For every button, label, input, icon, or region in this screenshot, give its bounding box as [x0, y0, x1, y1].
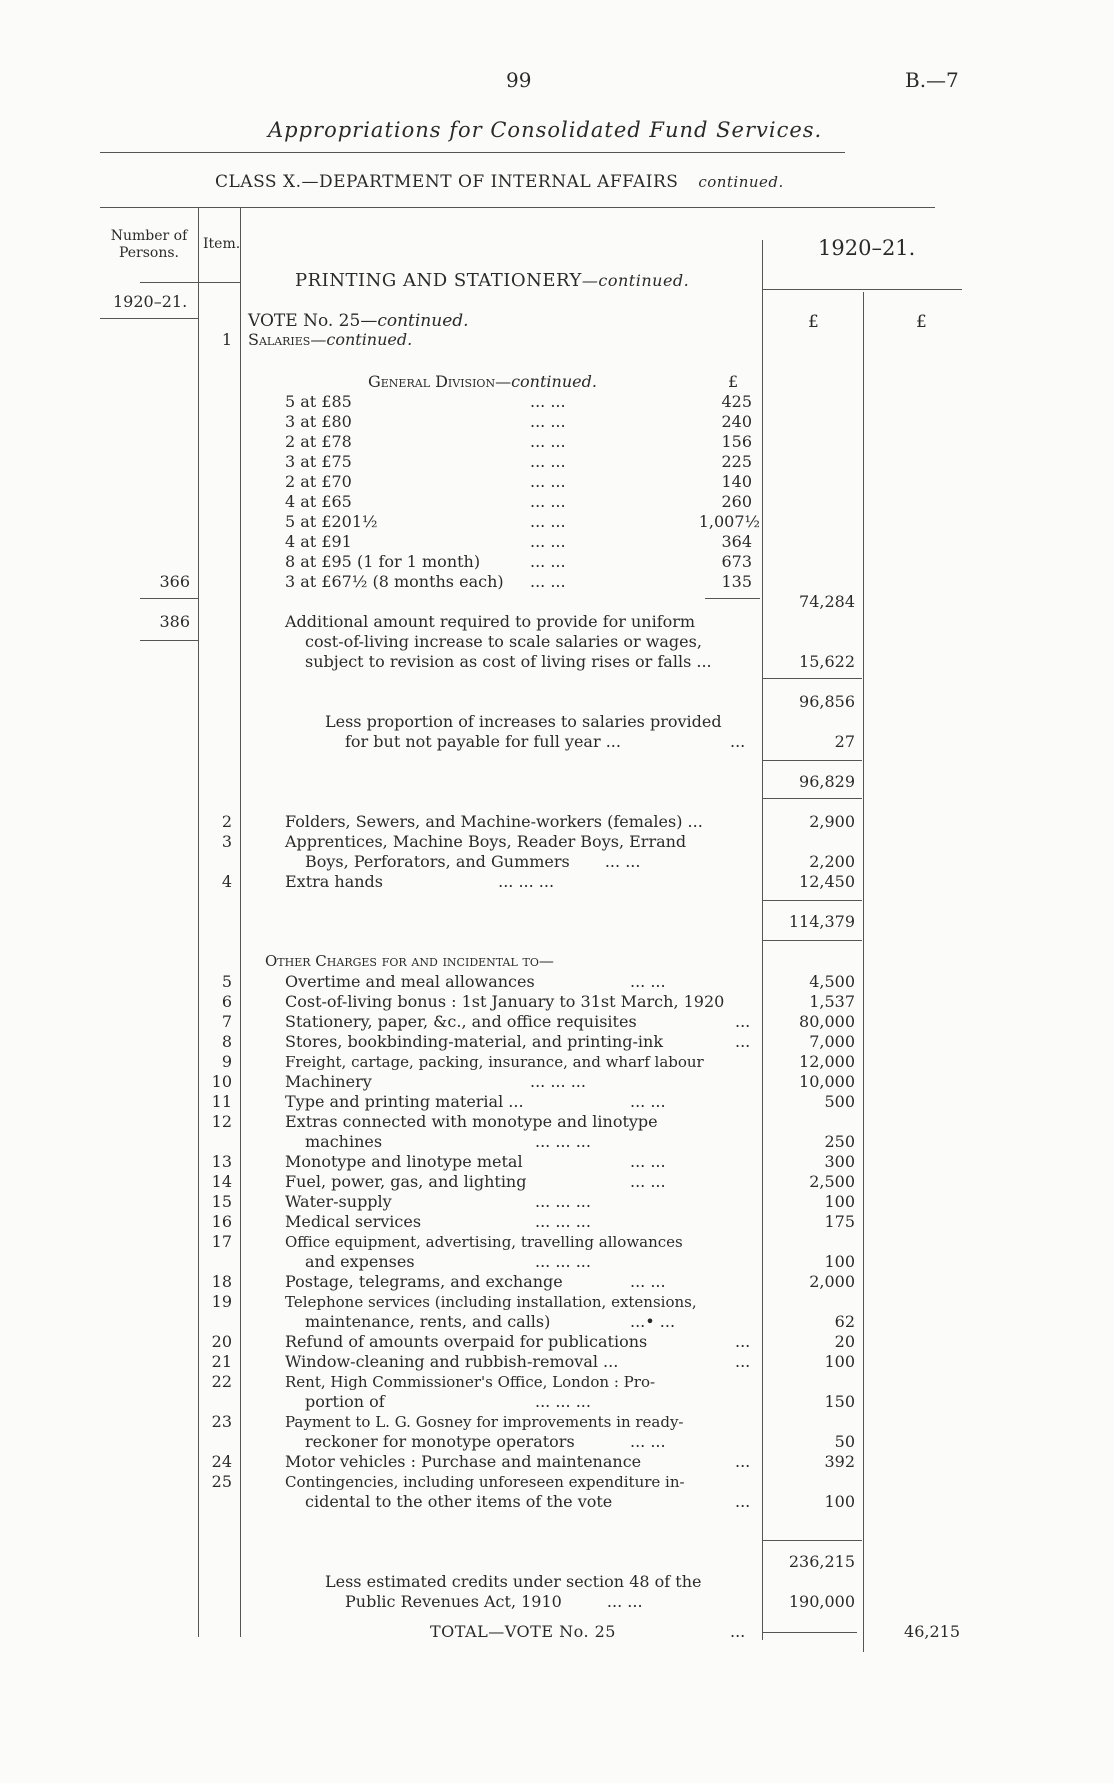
item-description: Freight, cartage, packing, insurance, and wharf labour	[285, 1053, 704, 1071]
credits-amount: 190,000	[788, 1592, 855, 1611]
list-item	[285, 552, 760, 572]
item-description: Machinery	[285, 1072, 372, 1091]
item-description: Office equipment, advertising, travelling allowances	[285, 1233, 683, 1251]
general-division-list	[285, 392, 760, 592]
amount-rule-1	[762, 678, 862, 679]
item-description-line-1: Apprentices, Machine Boys, Reader Boys, Errand	[285, 832, 687, 851]
item-number: 10	[211, 1072, 232, 1091]
item-amount: 4,500	[809, 972, 855, 991]
item-amount: 2,500	[809, 1172, 855, 1191]
document-reference: B.—7	[905, 68, 959, 92]
list-item	[200, 1352, 862, 1372]
vote-label: VOTE No. 25	[248, 311, 361, 331]
table-top-rule	[100, 207, 935, 208]
currency-symbol-2: £	[916, 312, 927, 332]
item-description-line-2: portion of	[305, 1392, 385, 1411]
item-number: 16	[211, 1212, 232, 1231]
item-description: Water-supply	[285, 1192, 392, 1211]
amount-rule-5	[762, 940, 862, 941]
salaries-item-number: 1	[221, 330, 232, 349]
row-label: 4 at £91	[285, 532, 352, 551]
section-heading-continued: —continued.	[581, 271, 690, 290]
item-leader: ... ... ...	[530, 1072, 586, 1091]
item-number: 13	[211, 1152, 232, 1171]
item-amount: 12,000	[799, 1052, 855, 1071]
persons-year-rule	[100, 318, 198, 319]
persons-total: 386	[159, 612, 190, 631]
class-heading-continued: continued.	[698, 173, 784, 191]
item-description: Fuel, power, gas, and lighting	[285, 1172, 527, 1191]
item-number: 17	[211, 1232, 232, 1251]
item-leader: ... ...	[630, 1432, 666, 1451]
list-item	[285, 492, 760, 512]
item-amount: 1,537	[809, 992, 855, 1011]
total-label: TOTAL—VOTE No. 25	[430, 1622, 616, 1641]
salaries-heading	[248, 330, 412, 349]
item-number: 6	[221, 992, 232, 1011]
item-number: 25	[211, 1472, 232, 1491]
row-amount: 240	[721, 412, 752, 431]
row-label: 5 at £85	[285, 392, 352, 411]
item-description: Monotype and linotype metal	[285, 1152, 523, 1171]
item-amount: 250	[824, 1132, 855, 1151]
item-description-line-2: maintenance, rents, and calls)	[305, 1312, 551, 1331]
item-number: 21	[211, 1352, 232, 1371]
salaries-subtotal: 74,284	[799, 592, 855, 611]
section-heading-text: PRINTING AND STATIONERY	[295, 270, 582, 291]
item-number: 7	[221, 1012, 232, 1031]
item-description: Postage, telegrams, and exchange	[285, 1272, 563, 1291]
inner-subtotal-rule	[705, 598, 760, 599]
list-item	[200, 1112, 862, 1152]
list-item	[285, 532, 760, 552]
less-proportion-text	[325, 712, 722, 752]
credits-leader: ... ...	[606, 1592, 643, 1611]
item-number: 3	[221, 832, 232, 851]
item-number: 24	[211, 1452, 232, 1471]
item-amount: 2,000	[809, 1272, 855, 1291]
item-description: Rent, High Commissioner's Office, London : Pro-	[285, 1373, 656, 1391]
less-amount: 27	[834, 732, 855, 751]
list-item	[200, 1212, 862, 1232]
credits-line-2-text: Public Revenues Act, 1910	[345, 1592, 562, 1611]
less-line-2: for but not payable for full year ...	[345, 732, 621, 751]
item-amount: 392	[824, 1452, 855, 1471]
list-item	[200, 1192, 862, 1212]
additional-amount: 15,622	[799, 652, 855, 671]
general-division-continued: —continued.	[495, 372, 597, 391]
item-description-text: Boys, Perforators, and Gummers	[305, 852, 570, 871]
persons-subtotal-rule	[140, 598, 198, 599]
item-amount: 150	[824, 1392, 855, 1411]
credits-line-1: Less estimated credits under section 48 of the	[325, 1572, 702, 1591]
class-heading	[215, 172, 784, 192]
additional-amount-text	[285, 612, 712, 672]
item-number: 5	[221, 972, 232, 991]
total-rule	[762, 1632, 857, 1633]
list-item	[285, 412, 760, 432]
item-description: Type and printing material ...	[285, 1092, 524, 1111]
item-leader: ... ...	[630, 1172, 666, 1191]
item-description: Contingencies, including unforeseen expenditure in-	[285, 1473, 685, 1491]
item-amount: 2,900	[809, 812, 855, 831]
item-description: Payment to L. G. Gosney for improvements in ready-	[285, 1413, 684, 1431]
item-number: 14	[211, 1172, 232, 1191]
vote-total: 46,215	[904, 1622, 960, 1641]
row-amount: 135	[721, 572, 752, 591]
row-label: 5 at £201½	[285, 512, 378, 531]
item-description-line-2: and expenses	[305, 1252, 415, 1271]
row-label: 8 at £95 (1 for 1 month)	[285, 552, 481, 571]
vote-line	[248, 311, 469, 331]
list-item	[200, 1012, 862, 1032]
item-leader: ... ...	[630, 1152, 666, 1171]
item-description: Cost-of-living bonus : 1st January to 31st March, 1920	[285, 992, 725, 1011]
list-item	[200, 1412, 862, 1452]
item-leader: ...	[735, 1012, 751, 1031]
item-amount: 12,450	[799, 872, 855, 891]
credits-line-2	[325, 1592, 701, 1612]
total-leader: ...	[730, 1622, 746, 1641]
row-amount: 1,007½	[698, 512, 760, 531]
item-description-line-2	[285, 852, 686, 872]
item-description: Window-cleaning and rubbish-removal ...	[285, 1352, 619, 1371]
currency-symbol-1: £	[808, 312, 819, 332]
item-leader: ...	[735, 1332, 751, 1351]
item-amount: 100	[824, 1492, 855, 1511]
salaries-total: 114,379	[788, 912, 855, 931]
list-item	[285, 432, 760, 452]
list-item	[200, 1452, 862, 1472]
item-amount: 80,000	[799, 1012, 855, 1031]
list-item	[200, 1152, 862, 1172]
item-leader: ...	[735, 1352, 751, 1371]
row-label: 3 at £67½ (8 months each)	[285, 572, 504, 591]
list-item	[200, 1092, 862, 1112]
list-item	[200, 1472, 862, 1512]
item-number: 2	[221, 812, 232, 831]
item-number: 22	[211, 1372, 232, 1391]
vote-continued: —continued.	[360, 311, 469, 331]
item-leader: ... ...	[630, 1092, 666, 1111]
item-number: 9	[221, 1052, 232, 1071]
item-description: Overtime and meal allowances	[285, 972, 535, 991]
item-leader: ... ...	[630, 1272, 666, 1291]
item-amount: 2,200	[809, 852, 855, 871]
item-amount: 500	[824, 1092, 855, 1111]
year-header-left: 1920–21.	[113, 292, 188, 311]
number-of-persons-header	[100, 228, 198, 262]
item-number: 11	[211, 1092, 232, 1111]
less-leader: ...	[730, 732, 746, 751]
total-before-less: 96,856	[799, 692, 855, 711]
list-item	[285, 512, 760, 532]
row-leader: ... ...	[530, 452, 566, 471]
row-leader: ... ...	[530, 512, 566, 531]
row-leader: ... ...	[530, 492, 566, 511]
row-leader: ... ...	[530, 392, 566, 411]
section-heading	[295, 270, 689, 291]
less-line-1: Less proportion of increases to salaries provided	[325, 712, 722, 731]
item-description	[285, 832, 686, 872]
item-leader: ...	[735, 1492, 751, 1511]
row-label: 3 at £75	[285, 452, 352, 471]
list-item	[285, 392, 760, 412]
item-amount: 62	[834, 1312, 855, 1331]
item-amount: 300	[824, 1152, 855, 1171]
item-leader: ...	[735, 1032, 751, 1051]
item-number: 12	[211, 1112, 232, 1131]
title-rule	[100, 152, 845, 153]
list-item	[200, 992, 862, 1012]
item-leader: ... ... ...	[535, 1392, 591, 1411]
list-item	[200, 1052, 862, 1072]
list-item	[200, 972, 862, 992]
item-description: Stores, bookbinding-material, and printing-ink	[285, 1032, 664, 1051]
list-item	[200, 1332, 862, 1352]
row-leader: ... ...	[530, 472, 566, 491]
row-leader: ... ...	[530, 552, 566, 571]
page-title: Appropriations for Consolidated Fund Services.	[268, 118, 823, 142]
additional-line-2: cost-of-living increase to scale salaries or wages,	[305, 632, 702, 651]
column-rule-amount	[863, 292, 864, 1652]
salaries-label: Salaries	[248, 330, 311, 349]
item-number: 23	[211, 1412, 232, 1431]
item-leader: ... ... ...	[535, 1212, 591, 1231]
amount-header-rule	[762, 289, 962, 290]
row-leader: ... ...	[530, 572, 566, 591]
row-amount: 425	[721, 392, 752, 411]
amount-rule-4	[762, 900, 862, 901]
item-header: Item.	[203, 236, 241, 252]
item-leader: ... ... ...	[535, 1192, 591, 1211]
item-leader: ... ... ...	[498, 872, 555, 891]
item-description: Motor vehicles : Purchase and maintenance	[285, 1452, 642, 1471]
list-item	[200, 1372, 862, 1412]
list-item	[200, 1272, 862, 1292]
row-label: 4 at £65	[285, 492, 352, 511]
item-description: Medical services	[285, 1212, 422, 1231]
item-leader: ... ...	[604, 852, 641, 871]
inner-currency-symbol: £	[728, 372, 739, 391]
row-leader: ... ...	[530, 432, 566, 451]
class-heading-text: CLASS X.—DEPARTMENT OF INTERNAL AFFAIRS	[215, 172, 679, 192]
item-number: 19	[211, 1292, 232, 1311]
year-header-right: 1920–21.	[818, 236, 916, 260]
item-amount: 100	[824, 1192, 855, 1211]
item-amount: 50	[834, 1432, 855, 1451]
list-item	[285, 472, 760, 492]
item-number: 8	[221, 1032, 232, 1051]
row-leader: ... ...	[530, 532, 566, 551]
additional-line-1: Additional amount required to provide for uniform	[285, 612, 696, 631]
list-item	[200, 1032, 862, 1052]
row-amount: 364	[721, 532, 752, 551]
other-charges-subtotal: 236,215	[788, 1552, 855, 1571]
item-leader: ... ... ...	[535, 1132, 591, 1151]
list-item	[285, 452, 760, 472]
row-amount: 260	[721, 492, 752, 511]
general-division-heading	[368, 372, 597, 391]
column-rule-persons	[198, 207, 199, 1637]
item-number: 4	[221, 872, 232, 891]
list-item	[200, 1072, 862, 1092]
persons-header-rule	[140, 282, 240, 283]
row-amount: 673	[721, 552, 752, 571]
item-description-line-2: cidental to the other items of the vote	[305, 1492, 613, 1511]
credits-text	[325, 1572, 701, 1612]
item-description-line-2: reckoner for monotype operators	[305, 1432, 575, 1451]
page-number: 99	[506, 68, 532, 92]
item-amount: 7,000	[809, 1032, 855, 1051]
row-leader: ... ...	[530, 412, 566, 431]
number-of-persons-label: Number of Persons.	[110, 228, 188, 261]
general-division-label: General Division	[368, 372, 496, 391]
item-leader: ...• ...	[630, 1312, 676, 1331]
row-label: 2 at £78	[285, 432, 352, 451]
other-charges-heading: Other Charges for and incidental to—	[265, 952, 554, 970]
item-description: Folders, Sewers, and Machine-workers (females) ...	[285, 812, 703, 831]
item-description: Refund of amounts overpaid for publications	[285, 1332, 648, 1351]
amount-rule-6	[762, 1540, 862, 1541]
list-item	[200, 1172, 862, 1192]
item-amount: 10,000	[799, 1072, 855, 1091]
row-label: 2 at £70	[285, 472, 352, 491]
salaries-net: 96,829	[799, 772, 855, 791]
row-label: 3 at £80	[285, 412, 352, 431]
item-description	[285, 872, 554, 892]
item-description: Extras connected with monotype and linotype	[285, 1112, 658, 1131]
item-leader: ... ... ...	[535, 1252, 591, 1271]
amount-rule-3	[762, 798, 862, 799]
item-number: 18	[211, 1272, 232, 1291]
persons-subtotal: 366	[159, 572, 190, 591]
item-description: Stationery, paper, &c., and office requisites	[285, 1012, 637, 1031]
item-amount: 175	[824, 1212, 855, 1231]
item-description: Telephone services (including installation, extensions,	[285, 1293, 697, 1311]
row-amount: 140	[721, 472, 752, 491]
persons-total-rule	[140, 640, 198, 641]
salaries-continued: —continued.	[310, 330, 413, 349]
item-description-line-2: machines	[305, 1132, 383, 1151]
row-amount: 156	[721, 432, 752, 451]
item-description-text: Extra hands	[285, 872, 384, 891]
list-item	[200, 1292, 862, 1332]
additional-line-3: subject to revision as cost of living rises or falls ...	[305, 652, 712, 671]
item-amount: 100	[824, 1352, 855, 1371]
list-item	[285, 572, 760, 592]
amount-rule-2	[762, 760, 862, 761]
item-amount: 100	[824, 1252, 855, 1271]
item-leader: ... ...	[630, 972, 666, 991]
other-charges-list	[200, 972, 862, 1512]
item-amount: 20	[834, 1332, 855, 1351]
row-amount: 225	[721, 452, 752, 471]
item-leader: ...	[735, 1452, 751, 1471]
item-number: 20	[211, 1332, 232, 1351]
list-item	[200, 1232, 862, 1272]
item-number: 15	[211, 1192, 232, 1211]
